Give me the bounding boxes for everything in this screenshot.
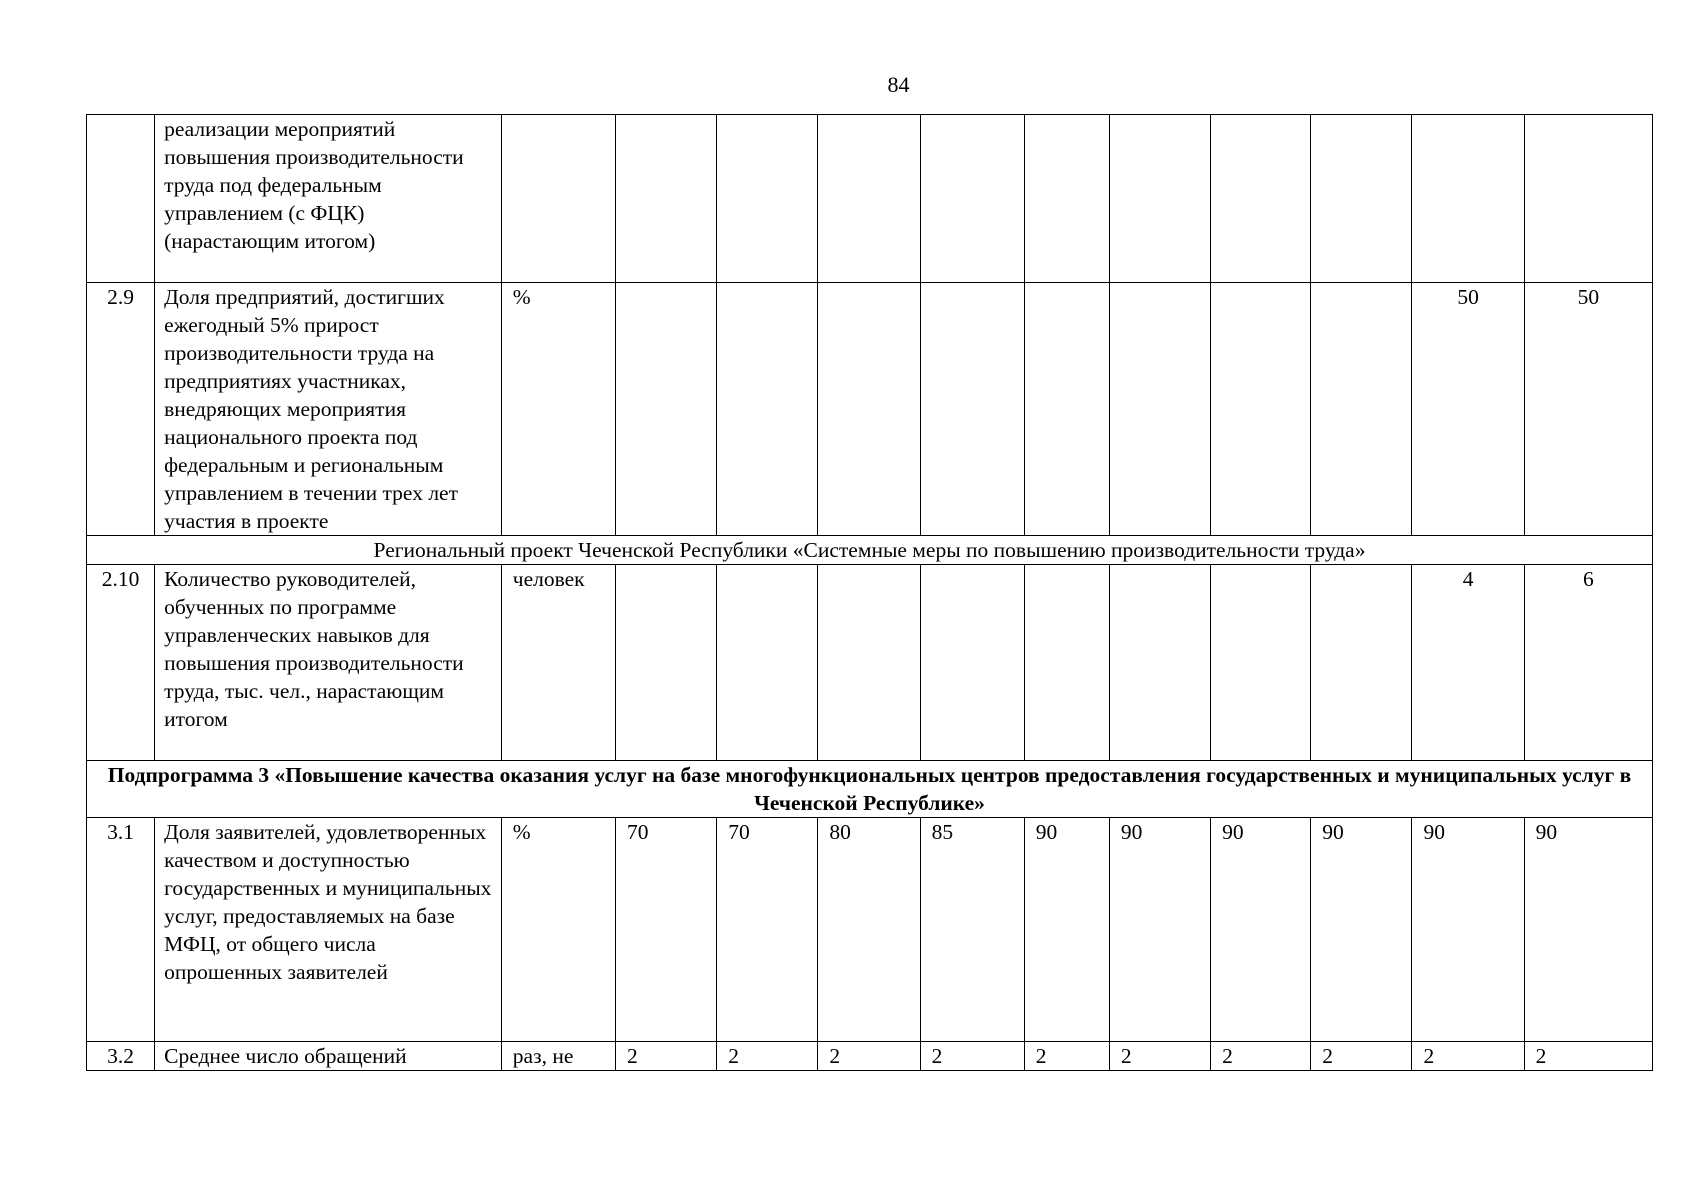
value-cell: 2 <box>1412 1042 1524 1071</box>
row-number: 2.10 <box>87 565 155 761</box>
table-row <box>87 1042 1653 1071</box>
unit-cell: человек <box>501 565 615 761</box>
row-number: 2.9 <box>87 283 155 536</box>
value-cell <box>1412 115 1524 283</box>
unit-cell: % <box>501 818 615 1042</box>
value-cell <box>1109 283 1210 536</box>
value-cell: 50 <box>1524 283 1652 536</box>
value-cell: 90 <box>1311 818 1412 1042</box>
value-cell <box>1109 565 1210 761</box>
value-cell: 2 <box>717 1042 818 1071</box>
table-row <box>87 115 1653 283</box>
value-cell: 4 <box>1412 565 1524 761</box>
value-cell: 50 <box>1412 283 1524 536</box>
value-cell <box>1311 115 1412 283</box>
page-number: 84 <box>887 72 910 97</box>
value-cell <box>616 115 717 283</box>
value-cell <box>1211 565 1311 761</box>
value-cell: 2 <box>1109 1042 1210 1071</box>
value-cell <box>818 565 920 761</box>
indicator-name: Количество руководителей, обученных по программе управленческих навыков для повышения производительности труда, тыс. чел., нарастающим итогом <box>155 565 502 761</box>
value-cell <box>1024 115 1109 283</box>
value-cell <box>717 565 818 761</box>
value-cell: 90 <box>1211 818 1311 1042</box>
value-cell <box>717 115 818 283</box>
value-cell: 6 <box>1524 565 1652 761</box>
value-cell: 90 <box>1524 818 1652 1042</box>
value-cell <box>920 283 1024 536</box>
value-cell <box>1311 283 1412 536</box>
section-row <box>87 536 1653 565</box>
value-cell <box>717 283 818 536</box>
value-cell: 2 <box>616 1042 717 1071</box>
value-cell <box>920 115 1024 283</box>
value-cell <box>818 283 920 536</box>
value-cell: 2 <box>1024 1042 1109 1071</box>
value-cell <box>1211 283 1311 536</box>
value-cell: 90 <box>1024 818 1109 1042</box>
value-cell: 90 <box>1412 818 1524 1042</box>
unit-cell: % <box>501 283 615 536</box>
row-number: 3.2 <box>87 1042 155 1071</box>
regional-project-title: Региональный проект Чеченской Республики «Системные меры по повышению производительности труда» <box>87 536 1653 565</box>
value-cell <box>1211 115 1311 283</box>
indicators-table <box>86 114 1653 1071</box>
value-cell: 2 <box>1524 1042 1652 1071</box>
value-cell <box>818 115 920 283</box>
value-cell <box>1024 565 1109 761</box>
subprogram-title: Подпрограмма 3 «Повышение качества оказания услуг на базе многофункциональных центров предоставления государственных и муниципальных услуг в Чеченской Республике» <box>87 761 1653 818</box>
row-number <box>87 115 155 283</box>
subprogram-row <box>87 761 1653 818</box>
table-row <box>87 818 1653 1042</box>
value-cell: 90 <box>1109 818 1210 1042</box>
value-cell: 2 <box>920 1042 1024 1071</box>
value-cell: 70 <box>717 818 818 1042</box>
value-cell <box>1024 283 1109 536</box>
value-cell: 2 <box>1311 1042 1412 1071</box>
value-cell: 85 <box>920 818 1024 1042</box>
table-row <box>87 565 1653 761</box>
value-cell <box>1311 565 1412 761</box>
value-cell: 70 <box>616 818 717 1042</box>
value-cell: 2 <box>1211 1042 1311 1071</box>
unit-cell: раз, не <box>501 1042 615 1071</box>
row-number: 3.1 <box>87 818 155 1042</box>
value-cell <box>920 565 1024 761</box>
value-cell <box>616 283 717 536</box>
indicator-name: Среднее число обращений <box>155 1042 502 1071</box>
unit-cell <box>501 115 615 283</box>
value-cell <box>616 565 717 761</box>
indicator-name: Доля заявителей, удовлетворенных качеством и доступностью государственных и муниципальных услуг, предоставляемых на базе МФЦ, от общего числа опрошенных заявителей <box>155 818 502 1042</box>
table-row <box>87 283 1653 536</box>
value-cell <box>1524 115 1652 283</box>
value-cell: 2 <box>818 1042 920 1071</box>
value-cell: 80 <box>818 818 920 1042</box>
indicator-name: реализации мероприятий повышения производительности труда под федеральным управлением (с ФЦК) (нарастающим итогом) <box>155 115 502 283</box>
indicator-name: Доля предприятий, достигших ежегодный 5% прирост производительности труда на предприятиях участниках, внедряющих мероприятия национального проекта под федеральным и региональным управлением в течении трех лет участия в проекте <box>155 283 502 536</box>
value-cell <box>1109 115 1210 283</box>
